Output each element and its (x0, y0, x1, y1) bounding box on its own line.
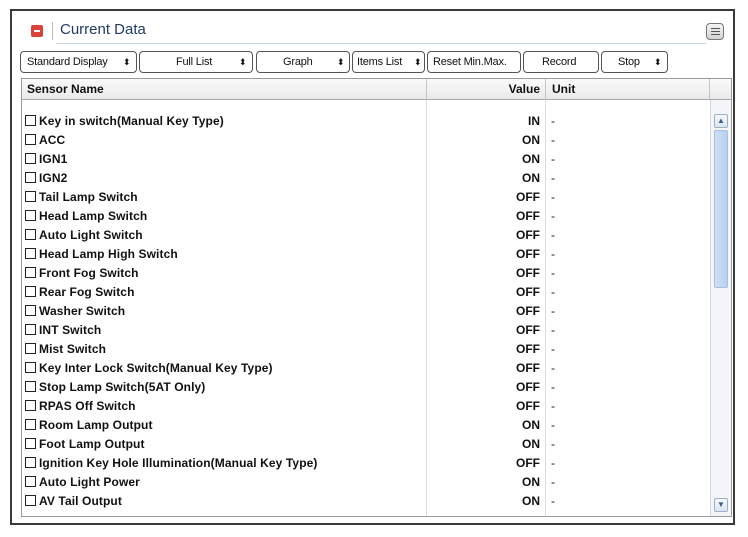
scroll-up-icon[interactable]: ▲ (714, 114, 728, 128)
unit-cell: - (551, 228, 555, 242)
value-cell: OFF (516, 380, 540, 394)
sensor-name-cell (25, 209, 147, 223)
value-cell: OFF (516, 323, 540, 337)
column-header-value[interactable]: Value (426, 79, 544, 100)
value-cell: OFF (516, 266, 540, 280)
value-cell: OFF (516, 209, 540, 223)
table-row[interactable] (22, 207, 709, 226)
full-list-label: Full List (176, 56, 213, 68)
scrollbar-thumb[interactable] (714, 130, 728, 288)
row-checkbox[interactable] (25, 495, 36, 506)
sensor-name-cell (25, 152, 67, 166)
table-row[interactable] (22, 321, 709, 340)
full-list-select[interactable] (139, 51, 253, 73)
row-checkbox[interactable] (25, 115, 36, 126)
title-underline (56, 43, 706, 44)
standard-display-label: Standard Display (27, 56, 108, 68)
sensor-name: Key in switch(Manual Key Type) (39, 114, 224, 128)
sensor-name-cell (25, 114, 224, 128)
value-cell: ON (522, 475, 540, 489)
table-row[interactable] (22, 454, 709, 473)
value-cell: ON (522, 152, 540, 166)
table-header (22, 79, 731, 100)
sensor-name-cell (25, 247, 178, 261)
row-checkbox[interactable] (25, 172, 36, 183)
table-row[interactable] (22, 264, 709, 283)
table-row[interactable] (22, 283, 709, 302)
unit-cell: - (551, 190, 555, 204)
row-checkbox[interactable] (25, 153, 36, 164)
reset-min-max-button[interactable] (427, 51, 521, 73)
table-row[interactable] (22, 302, 709, 321)
table-row[interactable] (22, 492, 709, 511)
title-separator (52, 22, 53, 40)
row-checkbox[interactable] (25, 229, 36, 240)
record-label: Record (542, 56, 577, 68)
sensor-name: Head Lamp High Switch (39, 247, 178, 261)
chevron-updown-icon: ⬍ (337, 57, 345, 67)
value-cell: OFF (516, 399, 540, 413)
value-cell: ON (522, 133, 540, 147)
sensor-name: ACC (39, 133, 66, 147)
row-checkbox[interactable] (25, 362, 36, 373)
sensor-name: RPAS Off Switch (39, 399, 136, 413)
table-row[interactable] (22, 359, 709, 378)
unit-cell: - (551, 494, 555, 508)
header-filler (709, 79, 731, 100)
sensor-name: IGN2 (39, 171, 68, 185)
row-checkbox[interactable] (25, 305, 36, 316)
sensor-name-cell (25, 133, 65, 147)
table-row[interactable] (22, 188, 709, 207)
sensor-name: Head Lamp Switch (39, 209, 148, 223)
standard-display-select[interactable] (20, 51, 137, 73)
sensor-name-cell (25, 342, 106, 356)
row-checkbox[interactable] (25, 400, 36, 411)
sensor-name: Rear Fog Switch (39, 285, 135, 299)
row-checkbox[interactable] (25, 191, 36, 202)
sensor-name-cell (25, 361, 273, 375)
current-data-panel (10, 9, 735, 525)
unit-cell: - (551, 323, 555, 337)
table-row[interactable] (22, 435, 709, 454)
table-row[interactable] (22, 378, 709, 397)
sensor-name: Key Inter Lock Switch(Manual Key Type) (39, 361, 273, 375)
items-list-select[interactable] (352, 51, 425, 73)
unit-cell: - (551, 171, 555, 185)
value-cell: IN (528, 114, 540, 128)
scroll-down-icon[interactable]: ▼ (714, 498, 728, 512)
value-cell: OFF (516, 361, 540, 375)
row-checkbox[interactable] (25, 419, 36, 430)
graph-label: Graph (283, 56, 313, 68)
toolbar (20, 51, 720, 73)
sensor-name-cell (25, 228, 143, 242)
row-checkbox[interactable] (25, 286, 36, 297)
table-row[interactable] (22, 245, 709, 264)
sensor-name: Mist Switch (39, 342, 107, 356)
sensor-name: IGN1 (39, 152, 68, 166)
chevron-updown-icon: ⬍ (239, 57, 247, 67)
unit-cell: - (551, 418, 555, 432)
chevron-updown-icon: ⬍ (414, 57, 422, 67)
value-cell: OFF (516, 247, 540, 261)
record-button[interactable] (523, 51, 599, 73)
collapse-icon[interactable] (31, 25, 43, 37)
panel-title: Current Data (60, 21, 146, 38)
row-checkbox[interactable] (25, 324, 36, 335)
value-cell: ON (522, 437, 540, 451)
stop-label: Stop (618, 56, 640, 68)
sensor-name-cell (25, 323, 101, 337)
row-checkbox[interactable] (25, 438, 36, 449)
unit-cell: - (551, 114, 555, 128)
column-header-unit[interactable]: Unit (545, 79, 709, 100)
sensor-name-cell (25, 437, 145, 451)
value-cell: ON (522, 418, 540, 432)
unit-cell: - (551, 437, 555, 451)
stop-select[interactable] (601, 51, 668, 73)
table-row[interactable] (22, 397, 709, 416)
sensor-data-table (21, 78, 732, 517)
sensor-name: Ignition Key Hole Illumination(Manual Key Type) (39, 456, 318, 470)
table-row[interactable] (22, 131, 709, 150)
sensor-name: INT Switch (39, 323, 102, 337)
items-list-label: Items List (357, 56, 403, 68)
chevron-updown-icon: ⬍ (654, 57, 662, 67)
unit-cell: - (551, 266, 555, 280)
sensor-name: Auto Light Power (39, 475, 140, 489)
sensor-name-cell (25, 171, 67, 185)
table-row[interactable] (22, 473, 709, 492)
sensor-name: Room Lamp Output (39, 418, 153, 432)
value-cell: OFF (516, 342, 540, 356)
table-row[interactable] (22, 150, 709, 169)
sensor-name: Tail Lamp Switch (39, 190, 138, 204)
row-checkbox[interactable] (25, 248, 36, 259)
sensor-name-cell (25, 494, 122, 508)
menu-icon[interactable] (706, 23, 724, 40)
table-row[interactable] (22, 416, 709, 435)
unit-cell: - (551, 475, 555, 489)
sensor-name-cell (25, 380, 205, 394)
unit-cell: - (551, 456, 555, 470)
table-row[interactable] (22, 112, 709, 131)
sensor-name-cell (25, 285, 135, 299)
unit-cell: - (551, 399, 555, 413)
sensor-name: Auto Light Switch (39, 228, 143, 242)
sensor-name-cell (25, 418, 153, 432)
value-cell: OFF (516, 228, 540, 242)
row-checkbox[interactable] (25, 476, 36, 487)
sensor-name-cell (25, 190, 138, 204)
vertical-scrollbar[interactable] (710, 100, 731, 516)
table-row[interactable] (22, 340, 709, 359)
sensor-name-cell (25, 456, 318, 470)
column-header-sensor-name[interactable]: Sensor Name (27, 82, 104, 96)
sensor-name-cell (25, 266, 139, 280)
unit-cell: - (551, 209, 555, 223)
table-row[interactable] (22, 226, 709, 245)
sensor-name: Washer Switch (39, 304, 126, 318)
graph-select[interactable] (256, 51, 350, 73)
table-row[interactable] (22, 169, 709, 188)
value-cell: OFF (516, 456, 540, 470)
unit-cell: - (551, 247, 555, 261)
unit-cell: - (551, 342, 555, 356)
sensor-name: Foot Lamp Output (39, 437, 145, 451)
sensor-name: Stop Lamp Switch(5AT Only) (39, 380, 206, 394)
row-checkbox[interactable] (25, 381, 36, 392)
unit-cell: - (551, 304, 555, 318)
sensor-name: Front Fog Switch (39, 266, 139, 280)
unit-cell: - (551, 285, 555, 299)
reset-min-max-label: Reset Min.Max. (433, 56, 507, 68)
row-checkbox[interactable] (25, 343, 36, 354)
unit-cell: - (551, 133, 555, 147)
value-cell: OFF (516, 285, 540, 299)
sensor-name: AV Tail Output (39, 494, 122, 508)
row-checkbox[interactable] (25, 457, 36, 468)
row-checkbox[interactable] (25, 210, 36, 221)
row-checkbox[interactable] (25, 134, 36, 145)
value-cell: ON (522, 171, 540, 185)
value-cell: OFF (516, 190, 540, 204)
chevron-updown-icon: ⬍ (123, 57, 131, 67)
unit-cell: - (551, 152, 555, 166)
title-bar (12, 11, 733, 49)
unit-cell: - (551, 380, 555, 394)
table-body (22, 112, 709, 511)
sensor-name-cell (25, 475, 140, 489)
value-cell: ON (522, 494, 540, 508)
row-checkbox[interactable] (25, 267, 36, 278)
value-cell: OFF (516, 304, 540, 318)
sensor-name-cell (25, 304, 125, 318)
sensor-name-cell (25, 399, 136, 413)
unit-cell: - (551, 361, 555, 375)
